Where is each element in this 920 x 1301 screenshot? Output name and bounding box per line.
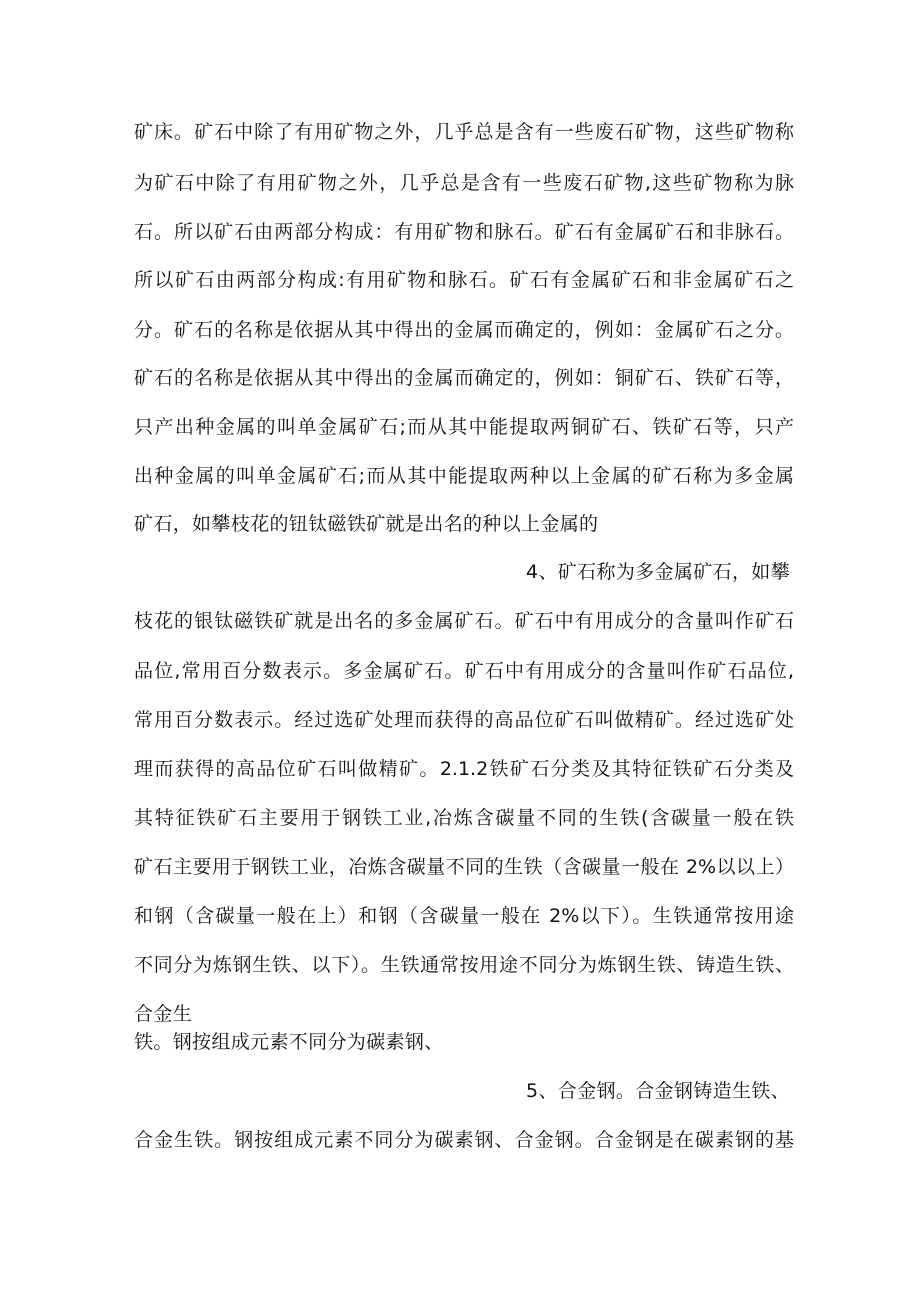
text-line-19: 合金生 (134, 1003, 193, 1025)
text-line-3: 石。所以矿石由两部分构成：有用矿物和脉石。矿石有金属矿石和非脉石。 (134, 221, 794, 243)
text-line-12: 品位,常用百分数表示。多金属矿石。矿石中有用成分的含量叫作矿石品位, (134, 660, 794, 682)
text-line-17: 和钢（含碳量一般在上）和钢（含碳量一般在 2%以下）。生铁通常按用途 (134, 905, 794, 927)
text-line-6: 矿石的名称是依据从其中得出的金属而确定的，例如：铜矿石、铁矿石等， (134, 367, 794, 389)
section-heading-4: 4、矿石称为多金属矿石，如攀 (526, 561, 790, 583)
text-line-11: 枝花的银钛磁铁矿就是出名的多金属矿石。矿石中有用成分的含量叫作矿石 (134, 610, 794, 632)
text-line-7: 只产出种金属的叫单金属矿石;而从其中能提取两铜矿石、铁矿石等，只产 (134, 416, 794, 438)
text-line-5: 分。矿石的名称是依据从其中得出的金属而确定的，例如：金属矿石之分。 (134, 319, 794, 341)
text-line-13: 常用百分数表示。经过选矿处理而获得的高品位矿石叫做精矿。经过选矿处 (134, 709, 794, 731)
text-line-22: 合金生铁。钢按组成元素不同分为碳素钢、合金钢。合金钢是在碳素钢的基 (134, 1129, 794, 1151)
text-line-2: 为矿石中除了有用矿物之外，几乎总是含有一些废石矿物,这些矿物称为脉 (134, 172, 794, 194)
text-line-14: 理而获得的高品位矿石叫做精矿。2.1.2铁矿石分类及其特征铁矿石分类及 (134, 758, 794, 780)
text-line-8: 出种金属的叫单金属矿石;而从其中能提取两种以上金属的矿石称为多金属 (134, 465, 794, 487)
section-heading-5: 5、合金钢。合金钢铸造生铁、 (526, 1080, 790, 1102)
text-line-20: 铁。钢按组成元素不同分为碳素钢、 (134, 1031, 444, 1053)
text-line-9: 矿石，如攀枝花的钮钛磁铁矿就是出名的种以上金属的 (134, 513, 599, 535)
text-line-1: 矿床。矿石中除了有用矿物之外，几乎总是含有一些废石矿物，这些矿物称 (134, 121, 794, 143)
text-line-4: 所以矿石由两部分构成:有用矿物和脉石。矿石有金属矿石和非金属矿石之 (134, 269, 794, 291)
text-line-16: 矿石主要用于钢铁工业，冶炼含碳量不同的生铁（含碳量一般在 2%以以上） (134, 856, 794, 878)
text-line-15: 其特征铁矿石主要用于钢铁工业,冶炼含碳量不同的生铁(含碳量一般在铁 (134, 807, 794, 829)
text-line-18: 不同分为炼钢生铁、以下）。生铁通常按用途不同分为炼钢生铁、铸造生铁、 (134, 954, 794, 976)
